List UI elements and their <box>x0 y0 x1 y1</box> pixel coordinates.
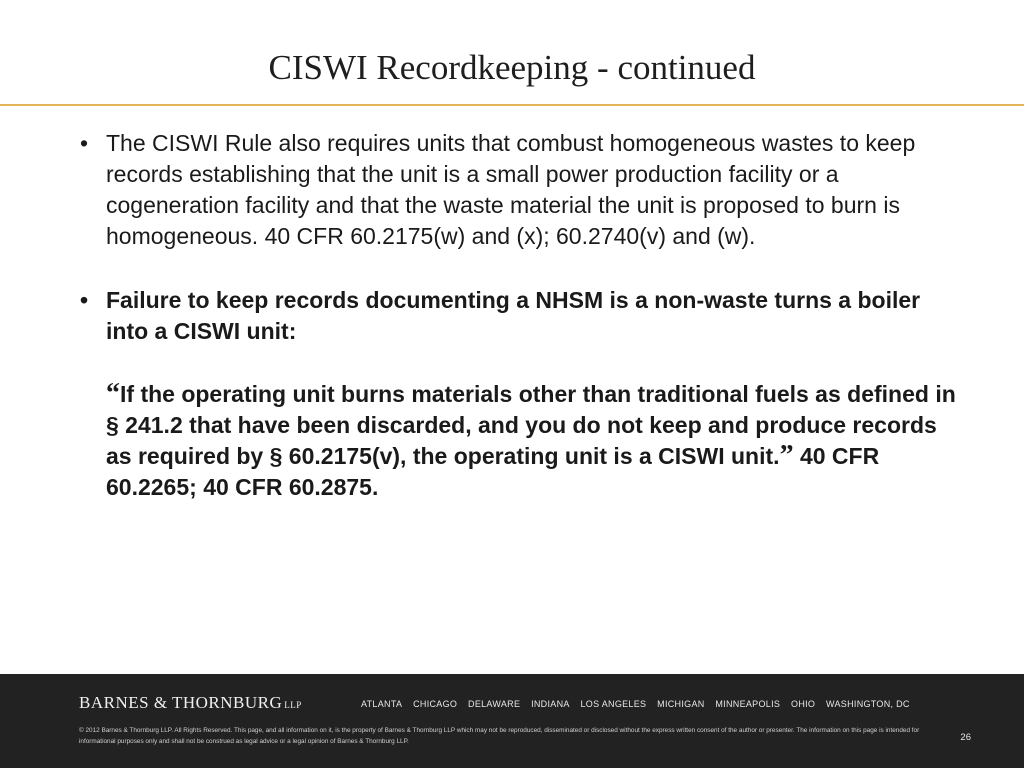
regulation-quote <box>80 379 960 503</box>
office-location: CHICAGO <box>413 699 458 709</box>
office-location: DELAWARE <box>468 699 521 709</box>
quote-citation: 40 CFR 60.2265; 40 CFR 60.2875. <box>106 443 880 500</box>
bullet-item-bold <box>80 285 960 347</box>
logo-text: BARNES & THORNBURG <box>79 693 283 712</box>
quote-text: If the operating unit burns materials other than traditional fuels as defined in § 241.2 that have been discarded, and you do not keep and produce records as required by § 60.2175(v), the operating unit is a CISWI unit. <box>106 381 956 469</box>
bullet-item <box>80 128 960 252</box>
bullet-text: Failure to keep records documenting a NHSM is a non-waste turns a boiler into a CISWI unit: <box>106 287 921 344</box>
footer-bar <box>0 674 1024 768</box>
logo-suffix: LLP <box>284 700 302 710</box>
page-number: 26 <box>960 732 971 743</box>
bullet-text: The CISWI Rule also requires units that combust homogeneous wastes to keep records establishing that the unit is a small power production facility or a cogeneration facility and that the waste material the unit is proposed to burn is homogeneous. 40 CFR 60.2175(w) and (x); 60.2740(v) and (w). <box>106 130 916 249</box>
office-location: ATLANTA <box>361 699 403 709</box>
firm-logo <box>79 693 302 713</box>
office-location: INDIANA <box>531 699 570 709</box>
office-location: OHIO <box>791 699 816 709</box>
open-quote-mark: “ <box>106 378 120 409</box>
office-location: MICHIGAN <box>657 699 705 709</box>
legal-disclaimer: © 2012 Barnes & Thornburg LLP. All Rights Reserved. This page, and all information on it, is the property of Barnes & Thornburg LLP which may not be reproduced, disseminated or disclosed without the express written consent of the author or presenter. The information on this page is intended for informational purposes only and shall not be construed as legal advice or a legal opinion of Barnes & Thornburg LLP. <box>79 727 920 745</box>
office-location: MINNEAPOLIS <box>715 699 781 709</box>
slide-content <box>80 128 960 503</box>
close-quote-mark: ” <box>779 440 794 471</box>
bullet-dot: • <box>80 130 89 156</box>
bullet-dot: • <box>80 287 89 313</box>
title-divider <box>0 104 1024 106</box>
slide-title: CISWI Recordkeeping - continued <box>268 48 756 87</box>
office-list <box>361 699 918 709</box>
office-location: LOS ANGELES <box>580 699 647 709</box>
office-location: WASHINGTON, DC <box>826 699 910 709</box>
